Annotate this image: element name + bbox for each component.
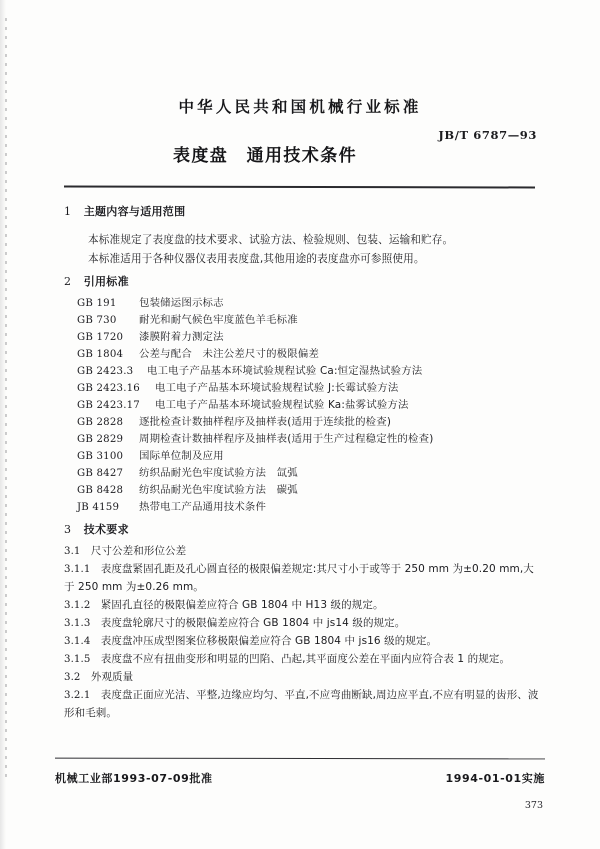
subsection-3-1 [64,546,186,557]
section-title: 引用标准 [83,275,129,288]
reference-title: 漆膜附着力测定法 [139,331,224,343]
subsection-text: 紧固孔直径的极限偏差应符合 GB 1804 中 H13 级的规定。 [100,599,384,611]
reference-code: GB 8427 [77,468,124,479]
reference-code: GB 730 [77,315,117,326]
subsection-text: 表度盘轮廓尺寸的极限偏差应符合 GB 1804 中 js14 级的规定。 [100,617,406,629]
reference-item [77,332,224,343]
reference-code: GB 1720 [77,332,124,343]
reference-item [77,468,298,479]
reference-item [77,315,298,326]
reference-item [77,485,298,496]
scan-edge-speckle [5,18,7,778]
subsection-3-2 [64,672,133,683]
reference-code: JB 4159 [77,502,120,513]
reference-code: GB 2423.16 [77,383,140,394]
subsection-3-1-1 [64,564,534,575]
page-title: 表度盘 通用技术条件 [173,146,357,166]
reference-item [77,366,422,377]
section-heading-3 [64,524,129,535]
reference-title: 逐批检查计数抽样程序及抽样表(适用于连续批的检查) [139,416,392,428]
reference-title: 电工电子产品基本环境试验规程试验 Ca:恒定湿热试验方法 [147,365,423,377]
section-number: 1 [64,205,72,218]
reference-code: GB 2423.17 [77,400,140,411]
subsection-text: 表度盘正面应光洁、平整,边缘应均匀、平直,不应弯曲断缺,周边应平直,不应有明显的齿形、波 [100,689,539,701]
reference-item [77,502,266,513]
subsection-3-1-2 [64,600,384,611]
subsection-number: 3.1.4 [64,636,91,647]
reference-title: 国际单位制及应用 [139,450,224,462]
reference-item [77,417,391,428]
subsection-3-1-3 [64,618,405,629]
reference-title: 热带电工产品通用技术条件 [139,501,267,513]
subsection-text: 表度盘紧固孔距及孔心圆直径的极限偏差规定:其尺寸小于或等于 250 mm 为±0.20 mm,大 [100,563,534,575]
section-1-paragraph-1: 本标准规定了表度盘的技术要求、试验方法、检验规则、包装、运输和贮存。 [88,234,454,246]
reference-item [77,434,433,445]
page-number: 373 [524,800,543,811]
reference-code: GB 3100 [77,451,124,462]
reference-title: 电工电子产品基本环境试验规程试验 J:长霉试验方法 [155,382,399,394]
issuing-authority-line: 中华人民共和国机械行业标准 [178,98,422,116]
section-1-paragraph-2: 本标准适用于各种仪器仪表用表度盘,其他用途的表度盘亦可参照使用。 [88,253,425,265]
reference-title: 纺织品耐光色牢度试验方法 氙弧 [139,467,298,479]
reference-title: 电工电子产品基本环境试验规程试验 Ka:盐雾试验方法 [155,399,409,411]
reference-code: GB 2423.3 [77,366,134,377]
subsection-text: 表度盘冲压成型图案位移极限偏差应符合 GB 1804 中 js16 级的规定。 [100,635,438,647]
section-heading-2 [64,276,129,287]
subsection-3-2-1 [64,690,539,701]
section-number: 3 [64,523,72,536]
reference-title: 周期检查计数抽样程序及抽样表(适用于生产过程稳定性的检查) [139,433,434,445]
section-heading-1 [64,206,185,217]
approval-note: 机械工业部1993-07-09批准 [55,772,213,785]
reference-title: 纺织品耐光色牢度试验方法 碳弧 [139,484,298,496]
reference-code: GB 1804 [77,349,124,360]
section-number: 2 [64,275,72,288]
standard-number: JB/T 6787—93 [438,128,537,142]
subsection-text: 尺寸公差和形位公差 [90,545,187,557]
subsection-number: 3.1.5 [64,654,91,665]
section-title: 技术要求 [83,523,129,536]
subsection-text: 表度盘不应有扭曲变形和明显的凹陷、凸起,其平面度公差在平面内应符合表 1 的规定。 [100,653,511,665]
reference-item [77,298,224,309]
reference-code: GB 191 [77,298,117,309]
subsection-3-1-4 [64,636,437,647]
reference-item [77,400,409,411]
subsection-number: 3.1 [64,546,81,557]
effective-date-note: 1994-01-01实施 [445,772,545,785]
reference-code: GB 2829 [77,434,124,445]
subsection-3-1-5 [64,654,510,665]
subsection-text: 外观质量 [90,671,134,683]
header-divider [64,186,535,189]
reference-title: 耐光和耐气候色牢度蓝色羊毛标准 [139,314,298,326]
subsection-number: 3.2.1 [64,690,91,701]
subsection-3-2-1-continuation: 形和毛刺。 [64,707,117,719]
section-title: 主题内容与适用范围 [83,205,186,218]
reference-code: GB 8428 [77,485,124,496]
reference-code: GB 2828 [77,417,124,428]
subsection-number: 3.2 [64,672,81,683]
subsection-number: 3.1.2 [64,600,91,611]
footer-divider [55,758,545,760]
reference-title: 包装储运图示标志 [139,297,224,309]
subsection-number: 3.1.3 [64,618,91,629]
subsection-number: 3.1.1 [64,564,91,575]
reference-item [77,451,224,462]
reference-title: 公差与配合 未注公差尺寸的极限偏差 [139,348,320,360]
reference-item [77,349,319,360]
reference-item [77,383,398,394]
subsection-3-1-1-continuation: 于 250 mm 为±0.26 mm。 [64,581,204,593]
